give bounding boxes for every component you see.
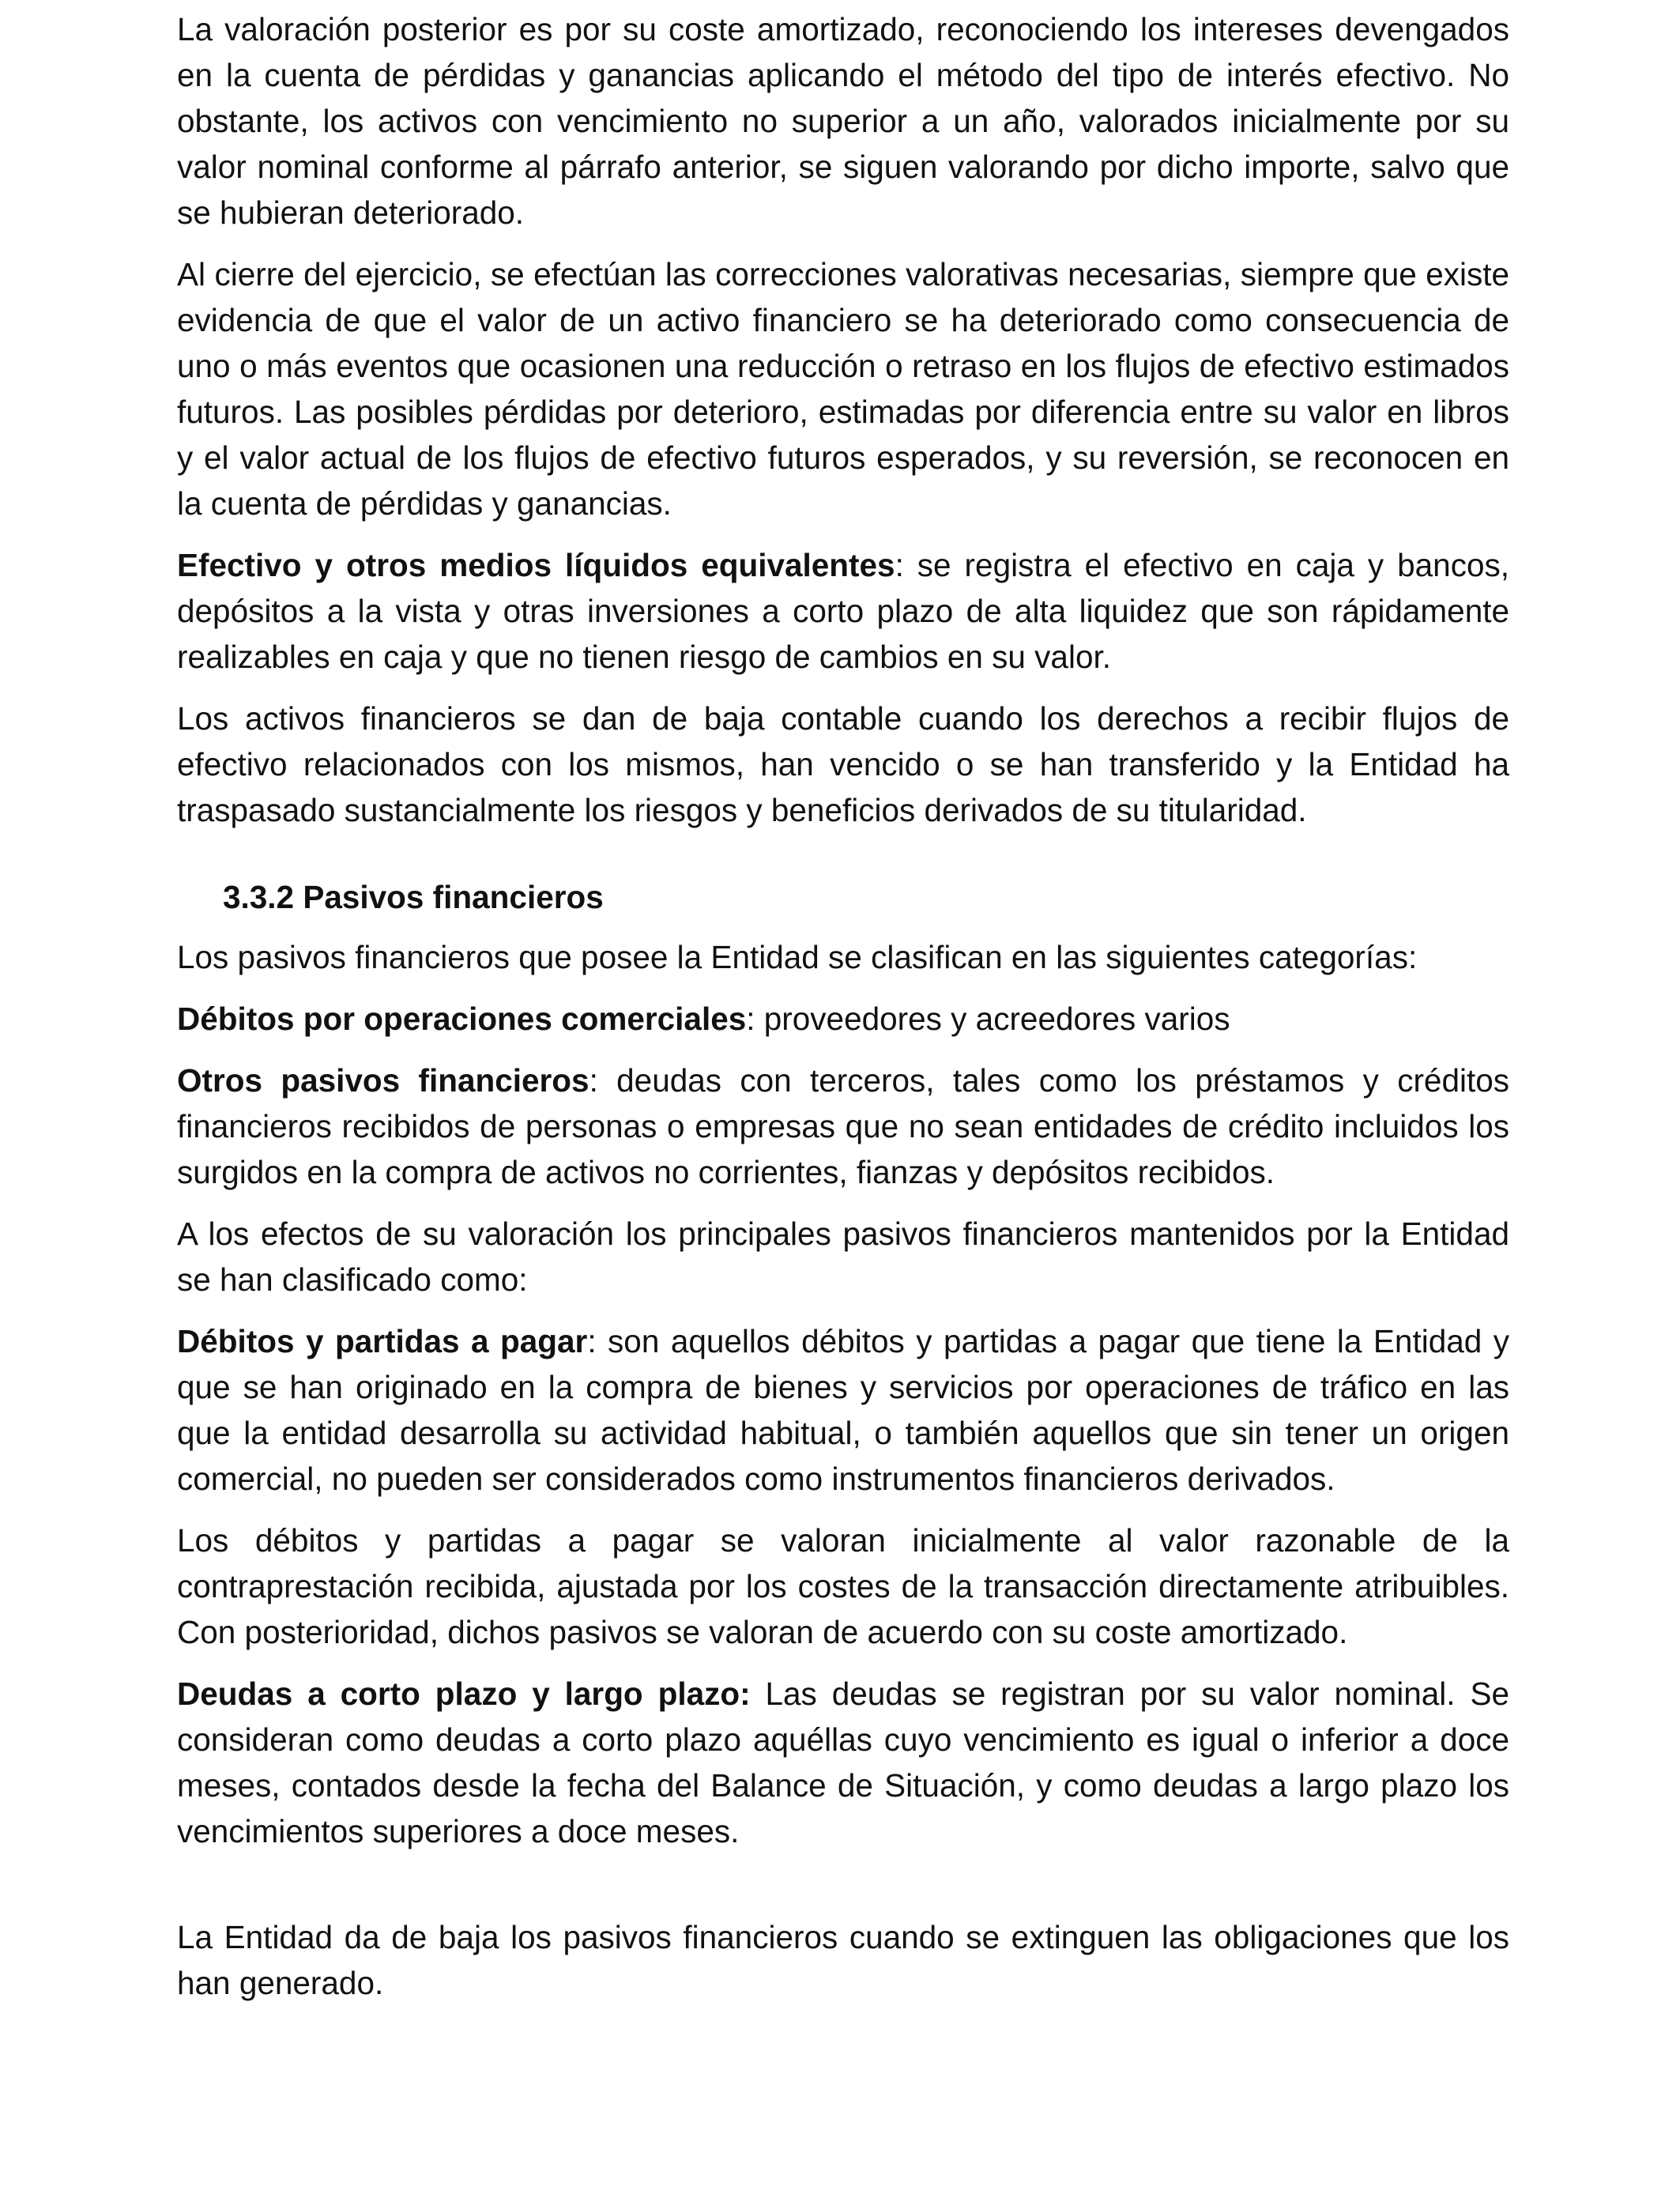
term-debitos-partidas: Débitos y partidas a pagar xyxy=(177,1323,588,1359)
text-debitos-comerciales: : proveedores y acreedores varios xyxy=(746,1001,1230,1037)
paragraph-deudas xyxy=(177,1671,1509,1854)
text-debitos-partidas: : son aquellos débitos y partidas a pagar que tiene la Entidad y que se han originado en la compra de bienes y servicios por operaciones de tráfico en las que la entidad desarrolla su actividad habitual, o también aquellos que sin tener un origen comercial, no pueden ser considerados como instrumentos financieros derivados. xyxy=(177,1323,1509,1497)
blank-spacer xyxy=(177,1870,1509,1914)
term-efectivo: Efectivo y otros medios líquidos equivalentes xyxy=(177,547,895,583)
paragraph-cierre-ejercicio: Al cierre del ejercicio, se efectúan las correcciones valorativas necesarias, siempre que existe evidencia de que el valor de un activo financiero se ha deteriorado como consecuencia de uno o más eventos que ocasionen una reducción o retraso en los flujos de efectivo estimados futuros. Las posibles pérdidas por deterioro, estimadas por diferencia entre su valor en libros y el valor actual de los flujos de efectivo futuros esperados, y su reversión, se reconocen en la cuenta de pérdidas y ganancias. xyxy=(177,256,1509,522)
text-deudas: Las deudas se registran por su valor nominal. Se consideran como deudas a corto plazo aquéllas cuyo vencimiento es igual o inferior a doce meses, contados desde la fecha del Balance de Situación, y como deudas a largo plazo los vencimientos superiores a doce meses. xyxy=(177,1676,1509,1849)
document-page xyxy=(177,6,1509,2022)
paragraph-otros-pasivos xyxy=(177,1057,1509,1195)
term-deudas: Deudas a corto plazo y largo plazo: xyxy=(177,1676,751,1712)
text-otros-pasivos: : deudas con terceros, tales como los préstamos y créditos financieros recibidos de personas o empresas que no sean entidades de crédito incluidos los surgidos en la compra de activos no corrientes, fianzas y depósitos recibidos. xyxy=(177,1062,1509,1190)
paragraph-efectos-valoracion: A los efectos de su valoración los principales pasivos financieros mantenidos por la Entidad se han clasificado como: xyxy=(177,1216,1509,1298)
paragraph-valoracion-posterior: La valoración posterior es por su coste amortizado, reconociendo los intereses devengados en la cuenta de pérdidas y ganancias aplicando el método del tipo de interés efectivo. No obstante, los activos con vencimiento no superior a un año, valorados inicialmente por su valor nominal conforme al párrafo anterior, se siguen valorando por dicho importe, salvo que se hubieran deteriorado. xyxy=(177,11,1509,231)
term-otros-pasivos: Otros pasivos financieros xyxy=(177,1062,590,1099)
paragraph-intro-pasivos: Los pasivos financieros que posee la Entidad se clasifican en las siguientes categorías: xyxy=(177,939,1418,975)
section-heading: 3.3.2 Pasivos financieros xyxy=(223,879,604,915)
paragraph-efectivo xyxy=(177,542,1509,680)
paragraph-debitos-partidas xyxy=(177,1318,1509,1502)
term-debitos-comerciales: Débitos por operaciones comerciales xyxy=(177,1001,747,1037)
paragraph-baja-activos: Los activos financieros se dan de baja contable cuando los derechos a recibir flujos de efectivo relacionados con los mismos, han vencido o se han transferido y la Entidad ha traspasado sustancialmente los riesgos y beneficios derivados de su titularidad. xyxy=(177,700,1509,828)
paragraph-valoracion-debitos: Los débitos y partidas a pagar se valoran inicialmente al valor razonable de la contraprestación recibida, ajustada por los costes de la transacción directamente atribuibles. Con posterioridad, dichos pasivos se valoran de acuerdo con su coste amortizado. xyxy=(177,1522,1509,1650)
paragraph-debitos-comerciales xyxy=(177,996,1509,1042)
paragraph-baja-pasivos: La Entidad da de baja los pasivos financieros cuando se extinguen las obligaciones que los han generado. xyxy=(177,1919,1509,2001)
text-efectivo: : se registra el efectivo en caja y bancos, depósitos a la vista y otras inversiones a corto plazo de alta liquidez que son rápidamente realizables en caja y que no tienen riesgo de cambios en su valor. xyxy=(177,547,1509,675)
